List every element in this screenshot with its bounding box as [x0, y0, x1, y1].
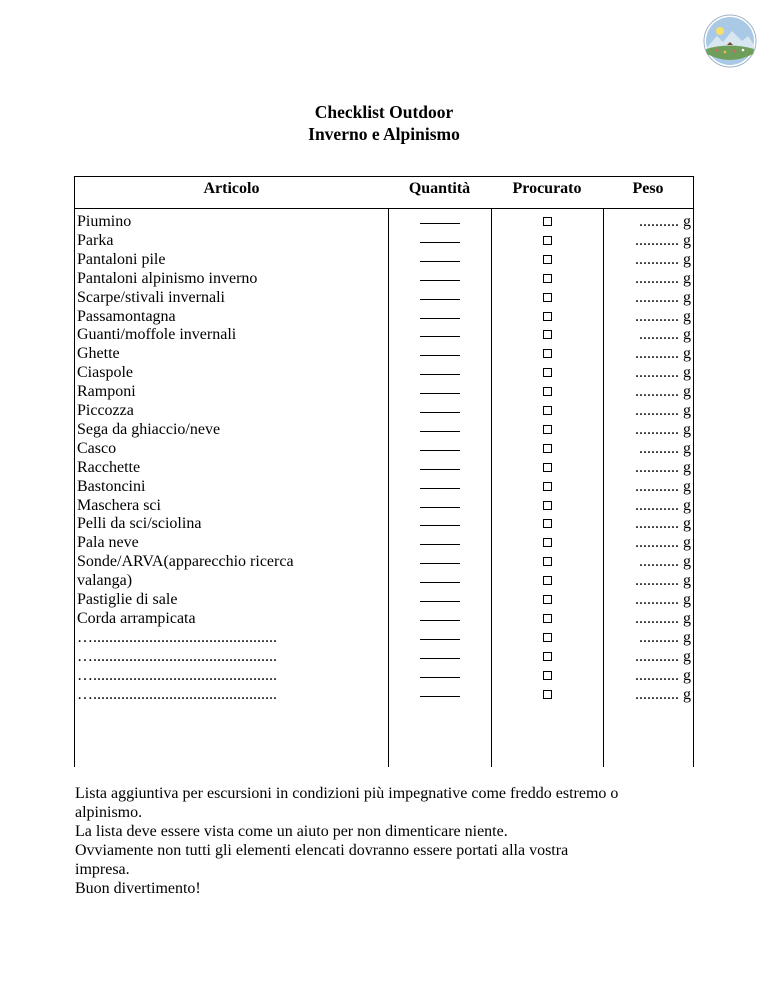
- weight-blank: ........... g: [635, 364, 691, 382]
- item-name: Ghette: [77, 345, 120, 363]
- quantity-blank[interactable]: [420, 336, 460, 337]
- weight-blank: ........... g: [635, 477, 691, 495]
- footer-line: impresa.: [75, 861, 130, 878]
- table-row: [0, 420, 768, 439]
- quantity-blank[interactable]: [420, 431, 460, 432]
- weight-blank: ........... g: [635, 591, 691, 608]
- quantity-blank[interactable]: [420, 261, 460, 262]
- table-row: [0, 458, 768, 477]
- table-row: [0, 496, 768, 515]
- quantity-blank[interactable]: [420, 393, 460, 394]
- quantity-blank[interactable]: [420, 280, 460, 281]
- item-name: Piccozza: [77, 402, 134, 419]
- quantity-blank[interactable]: [420, 488, 460, 489]
- quantity-blank[interactable]: [420, 620, 460, 621]
- table-row: [0, 382, 768, 401]
- weight-blank: ........... g: [635, 383, 691, 401]
- weight-blank: .......... g: [639, 553, 691, 571]
- item-name: Scarpe/stivali invernali: [77, 288, 225, 306]
- weight-blank: ........... g: [635, 231, 691, 249]
- weight-blank: .......... g: [639, 213, 691, 230]
- quantity-blank[interactable]: [420, 299, 460, 300]
- weight-blank: ........... g: [635, 345, 691, 363]
- procured-checkbox[interactable]: [543, 217, 552, 226]
- weight-blank: ........... g: [635, 458, 691, 476]
- procured-checkbox[interactable]: [543, 312, 552, 321]
- procured-checkbox[interactable]: [543, 236, 552, 245]
- quantity-blank[interactable]: [420, 374, 460, 375]
- item-name: Pala neve: [77, 534, 139, 552]
- quantity-blank[interactable]: [420, 469, 460, 470]
- quantity-blank[interactable]: [420, 507, 460, 508]
- quantity-blank[interactable]: [420, 563, 460, 564]
- table-row: [0, 363, 768, 382]
- item-name: Guanti/moffole invernali: [77, 326, 237, 344]
- procured-checkbox[interactable]: [543, 406, 552, 415]
- procured-checkbox[interactable]: [543, 519, 552, 528]
- table-row: [0, 401, 768, 420]
- quantity-blank[interactable]: [420, 223, 460, 224]
- procured-checkbox[interactable]: [543, 425, 552, 434]
- weight-blank: ........... g: [635, 685, 691, 703]
- weight-blank: ........... g: [635, 496, 691, 514]
- weight-blank: ........... g: [635, 534, 691, 552]
- quantity-blank[interactable]: [420, 601, 460, 602]
- weight-blank: ........... g: [635, 250, 691, 268]
- table-row: [0, 250, 768, 269]
- quantity-blank[interactable]: [420, 318, 460, 319]
- table-row: [0, 288, 768, 307]
- table-row: [0, 307, 768, 326]
- item-name: …..............................................: [77, 647, 277, 665]
- item-name: Bastoncini: [77, 477, 146, 495]
- item-name: Pastiglie di sale: [77, 591, 178, 608]
- item-name: …..............................................: [77, 685, 277, 703]
- quantity-blank[interactable]: [420, 412, 460, 413]
- procured-checkbox[interactable]: [543, 671, 552, 680]
- footer-line: alpinismo.: [75, 804, 143, 821]
- quantity-blank[interactable]: [420, 450, 460, 451]
- header-peso: Peso: [632, 180, 664, 197]
- item-name: valanga): [77, 572, 133, 590]
- item-name: Pantaloni pile: [77, 250, 166, 268]
- item-name: Sega da ghiaccio/neve: [77, 420, 221, 438]
- item-name: Passamontagna: [77, 307, 176, 325]
- footer-notes: [75, 784, 705, 898]
- table-row: [0, 533, 768, 552]
- item-name: …..............................................: [77, 628, 277, 646]
- item-name: Pantaloni alpinismo inverno: [77, 269, 258, 287]
- item-name: …..............................................: [77, 666, 277, 684]
- weight-blank: .......... g: [639, 326, 691, 344]
- weight-blank: ........... g: [635, 666, 691, 684]
- quantity-blank[interactable]: [420, 525, 460, 526]
- quantity-blank[interactable]: [420, 544, 460, 545]
- table-row: [0, 666, 768, 685]
- weight-blank: .......... g: [639, 439, 691, 457]
- quantity-blank[interactable]: [420, 696, 460, 697]
- item-name: Maschera sci: [77, 496, 161, 514]
- table-row: [0, 685, 768, 704]
- procured-checkbox[interactable]: [543, 482, 552, 491]
- table-row: [0, 269, 768, 288]
- procured-checkbox[interactable]: [543, 538, 552, 547]
- quantity-blank[interactable]: [420, 677, 460, 678]
- page-subtitle: Inverno e Alpinismo: [308, 124, 460, 144]
- item-name: Parka: [77, 231, 114, 249]
- quantity-blank[interactable]: [420, 355, 460, 356]
- item-name: Sonde/ARVA(apparecchio ricerca: [77, 553, 294, 571]
- page-title: Checklist Outdoor: [314, 102, 454, 122]
- table-row: [0, 439, 768, 458]
- weight-blank: ........... g: [635, 647, 691, 665]
- weight-blank: ........... g: [635, 572, 691, 590]
- table-row: [0, 552, 768, 571]
- weight-blank: ........... g: [635, 288, 691, 306]
- table-row: [0, 609, 768, 628]
- footer-line: Buon divertimento!: [75, 880, 201, 897]
- procured-checkbox[interactable]: [543, 595, 552, 604]
- weight-blank: ........... g: [635, 420, 691, 438]
- footer-line: Lista aggiuntiva per escursioni in condizioni più impegnative come freddo estremo o: [75, 785, 619, 802]
- footer-line: La lista deve essere vista come un aiuto per non dimenticare niente.: [75, 823, 508, 840]
- procured-checkbox[interactable]: [543, 557, 552, 566]
- header-procurato: Procurato: [512, 180, 582, 197]
- procured-checkbox[interactable]: [543, 444, 552, 453]
- quantity-blank[interactable]: [420, 639, 460, 640]
- table-row: [0, 590, 768, 609]
- header-quantita: Quantità: [408, 180, 471, 197]
- procured-checkbox[interactable]: [543, 614, 552, 623]
- table-row: [0, 571, 768, 590]
- procured-checkbox[interactable]: [543, 633, 552, 642]
- header-divider: [75, 208, 693, 209]
- item-name: Racchette: [77, 458, 141, 476]
- table-row: [0, 477, 768, 496]
- item-name: Ciaspole: [77, 364, 133, 382]
- table-row: [0, 628, 768, 647]
- procured-checkbox[interactable]: [543, 576, 552, 585]
- header-articolo: Articolo: [203, 180, 260, 197]
- procured-checkbox[interactable]: [543, 330, 552, 339]
- weight-blank: ........... g: [635, 402, 691, 419]
- footer-line: Ovviamente non tutti gli elementi elencati dovranno essere portati alla vostra: [75, 842, 569, 859]
- item-name: Casco: [77, 439, 117, 457]
- item-name: Corda arrampicata: [77, 609, 196, 627]
- procured-checkbox[interactable]: [543, 274, 552, 283]
- quantity-blank[interactable]: [420, 242, 460, 243]
- procured-checkbox[interactable]: [543, 293, 552, 302]
- procured-checkbox[interactable]: [543, 255, 552, 264]
- weight-blank: ........... g: [635, 269, 691, 287]
- item-name: Pelli da sci/sciolina: [77, 515, 202, 533]
- procured-checkbox[interactable]: [543, 368, 552, 377]
- table-row: [0, 647, 768, 666]
- item-name: Ramponi: [77, 383, 136, 401]
- table-row: [0, 212, 768, 231]
- quantity-blank[interactable]: [420, 658, 460, 659]
- table-row: [0, 325, 768, 344]
- table-row: [0, 514, 768, 533]
- procured-checkbox[interactable]: [543, 652, 552, 661]
- weight-blank: ........... g: [635, 515, 691, 533]
- procured-checkbox[interactable]: [543, 387, 552, 396]
- procured-checkbox[interactable]: [543, 501, 552, 510]
- table-row: [0, 344, 768, 363]
- weight-blank: .......... g: [639, 628, 691, 646]
- quantity-blank[interactable]: [420, 582, 460, 583]
- procured-checkbox[interactable]: [543, 463, 552, 472]
- table-row: [0, 231, 768, 250]
- weight-blank: ........... g: [635, 609, 691, 627]
- procured-checkbox[interactable]: [543, 349, 552, 358]
- weight-blank: ........... g: [635, 307, 691, 325]
- procured-checkbox[interactable]: [543, 690, 552, 699]
- item-name: Piumino: [77, 213, 132, 230]
- logo: [703, 14, 757, 68]
